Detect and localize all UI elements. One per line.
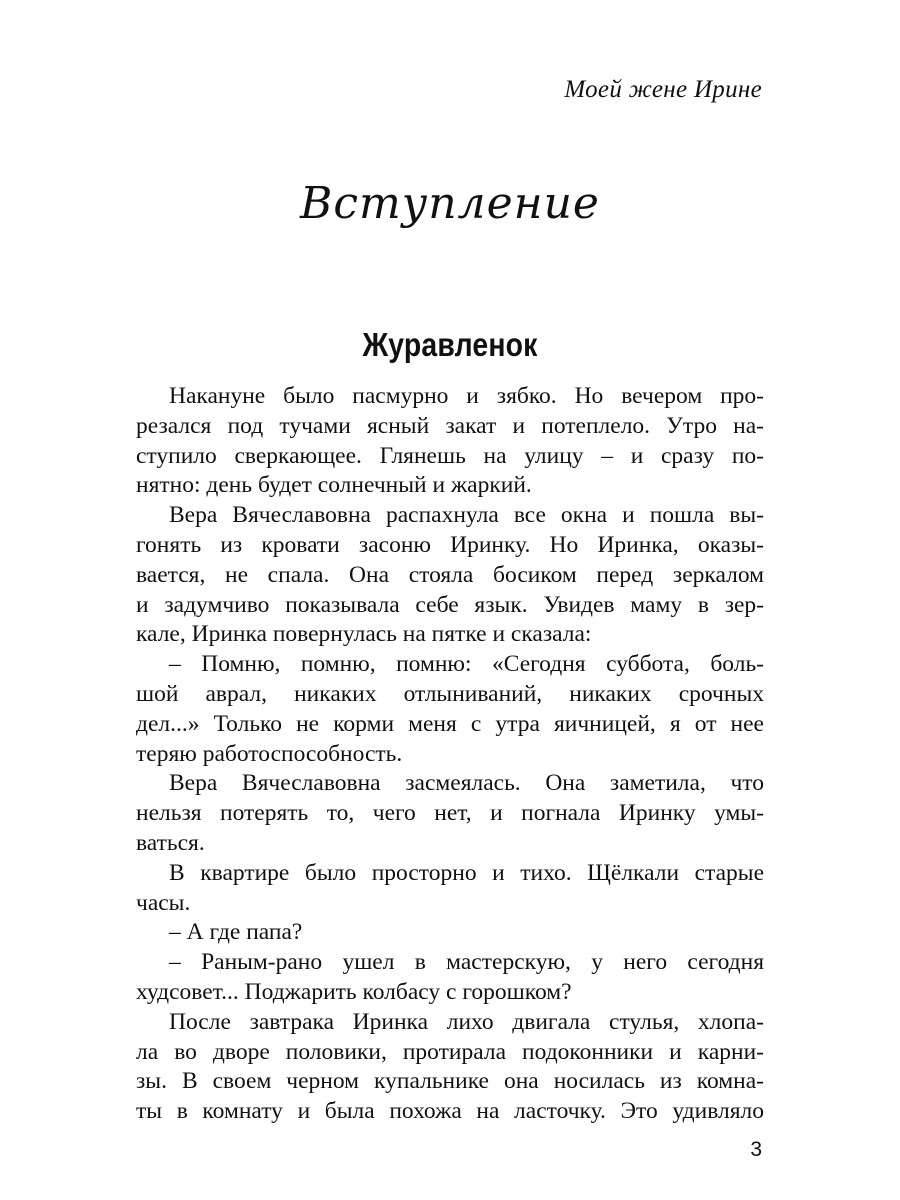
- text-line: резался под тучами ясный закат и потеплело. Утро на-: [136, 412, 764, 439]
- text-line: В квартире было просторно и тихо. Щёлкали старые: [169, 859, 764, 886]
- text-line: После завтрака Иринка лихо двигала стулья, хлопа-: [169, 1008, 764, 1035]
- text-line: и задумчиво показывала себе язык. Увидев маму в зер-: [136, 591, 764, 618]
- text-line: ла во дворе половики, протирала подоконники и карни-: [136, 1038, 764, 1065]
- body-text: [136, 382, 764, 1127]
- text-line: худсовет... Поджарить колбасу с горошком?: [136, 978, 572, 1005]
- chapter-title: Журавленок: [362, 326, 538, 363]
- dedication: Моей жене Ирине: [564, 76, 762, 103]
- text-line: нятно: день будет солнечный и жаркий.: [136, 472, 532, 499]
- text-line: ваться.: [136, 829, 205, 856]
- text-line: дел...» Только не корми меня с утра яичницей, я от нее: [136, 710, 764, 737]
- text-line: зы. В своем черном купальнике она носилась из комна-: [136, 1068, 764, 1095]
- text-line: – Раным-рано ушел в мастерскую, у него сегодня: [169, 949, 764, 976]
- text-line: гонять из кровати засоню Иринку. Но Иринка, оказы-: [136, 531, 764, 558]
- text-line: нельзя потерять то, чего нет, и погнала Иринку умы-: [136, 800, 764, 827]
- text-line: Вера Вячеславовна распахнула все окна и пошла вы-: [169, 502, 764, 529]
- text-line: кале, Иринка повернулась на пятке и сказала:: [136, 621, 592, 648]
- text-line: – А где папа?: [169, 919, 303, 946]
- text-line: Вера Вячеславовна засмеялась. Она заметила, что: [169, 770, 764, 797]
- text-line: часы.: [136, 889, 191, 916]
- text-line: шой аврал, никаких отлыниваний, никаких срочных: [136, 680, 764, 707]
- text-line: теряю работоспособность.: [136, 740, 403, 767]
- text-line: Накануне было пасмурно и зябко. Но вечером про-: [169, 383, 764, 409]
- text-line: – Помню, помню, помню: «Сегодня суббота, боль-: [169, 651, 764, 678]
- text-line: ступило сверкающее. Глянешь на улицу – и сразу по-: [136, 442, 764, 469]
- text-line: ты в комнату и была похожа на ласточку. Это удивляло: [136, 1098, 764, 1125]
- section-title: Вступление: [300, 178, 600, 229]
- page-number: 3: [750, 1138, 762, 1161]
- text-line: вается, не спала. Она стояла босиком перед зеркалом: [136, 561, 764, 588]
